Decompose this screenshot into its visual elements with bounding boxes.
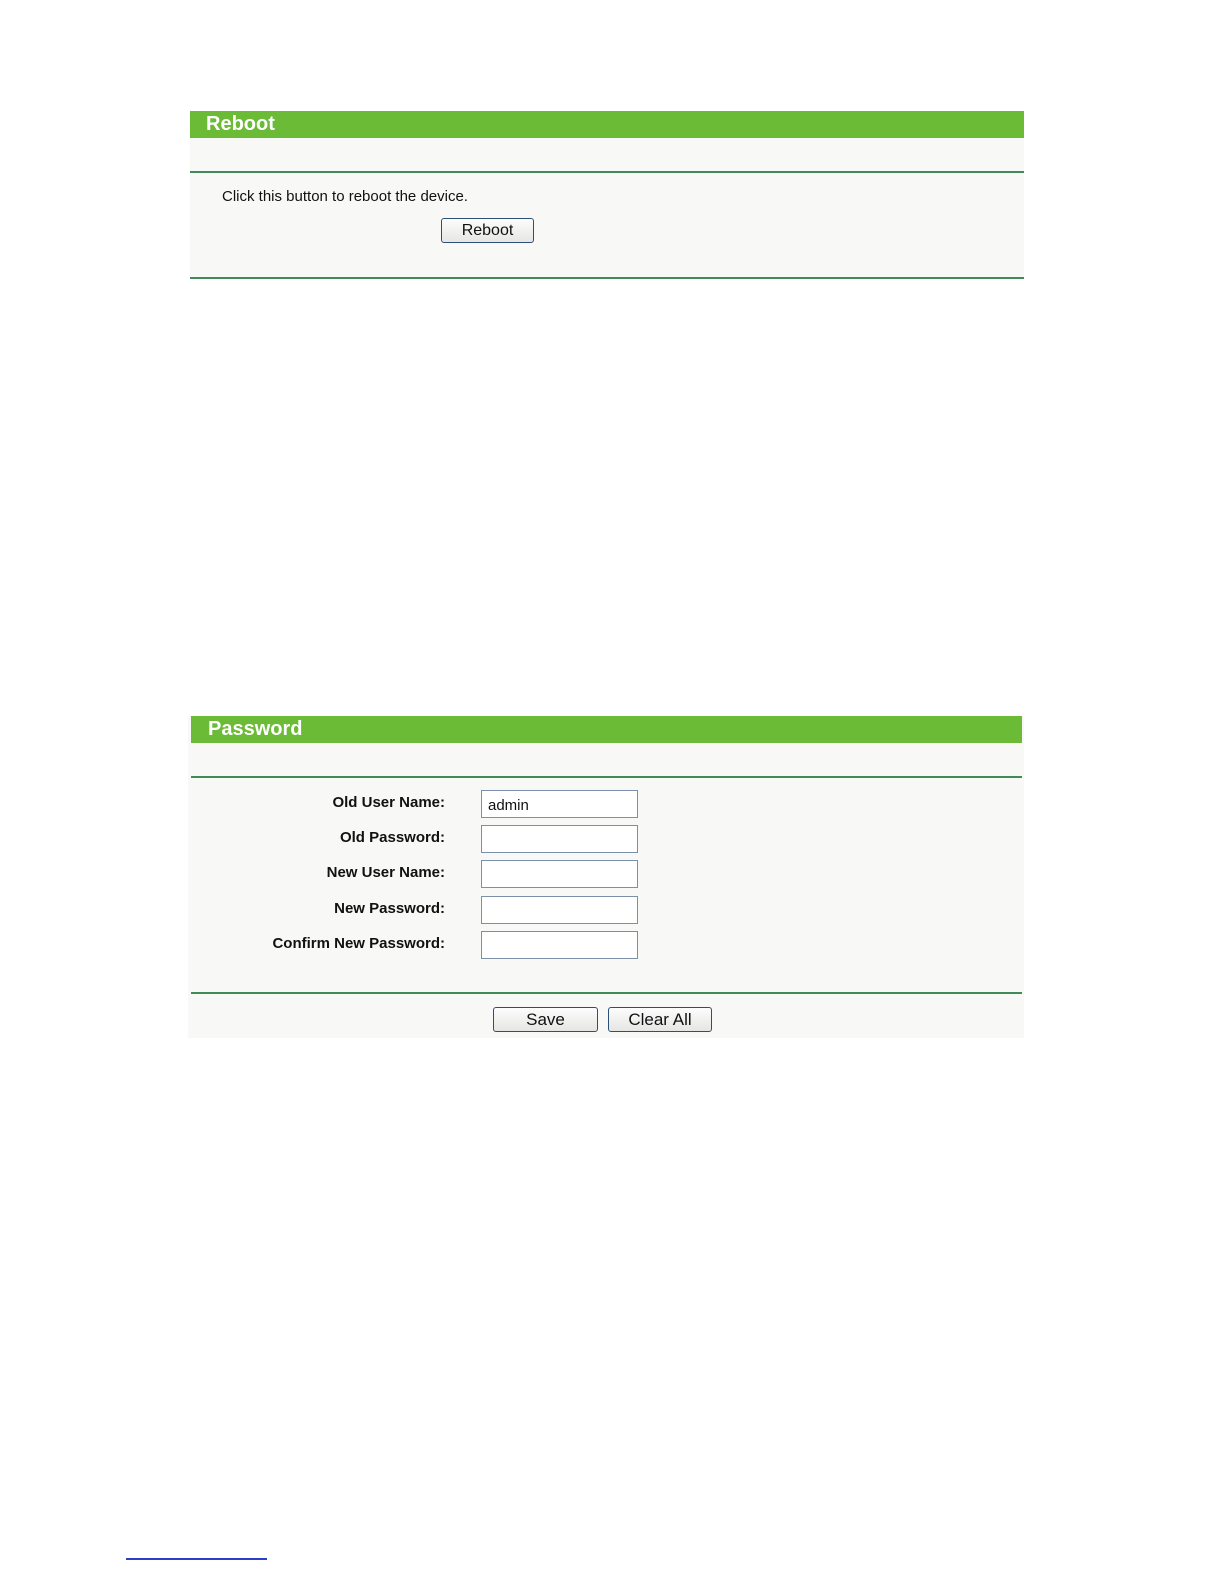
reboot-description: Click this button to reboot the device. [222,188,468,205]
reboot-button[interactable]: Reboot [441,218,534,243]
new-password-row [188,896,1024,924]
password-bottom-divider [191,992,1022,994]
old-user-name-input[interactable] [481,790,638,818]
confirm-new-password-row [188,931,1024,959]
old-user-name-row [188,790,1024,818]
reboot-top-divider [190,171,1024,173]
old-password-label: Old Password: [339,829,445,846]
confirm-new-password-input[interactable] [481,931,638,959]
new-password-input[interactable] [481,896,638,924]
password-panel-title: Password [191,716,1022,743]
password-top-divider [191,776,1022,778]
reboot-bottom-divider [190,277,1024,279]
old-password-row [188,825,1024,853]
new-password-label: New Password: [334,900,445,917]
footnote-divider [126,1558,267,1560]
reboot-panel [190,111,1024,279]
password-panel [188,716,1024,1038]
old-user-name-label: Old User Name: [332,794,445,811]
clear-all-button[interactable]: Clear All [608,1007,712,1032]
new-user-name-row [188,860,1024,888]
reboot-panel-title: Reboot [190,111,1024,138]
new-user-name-input[interactable] [481,860,638,888]
new-user-name-label: New User Name: [326,864,445,881]
confirm-new-password-label: Confirm New Password: [272,935,445,952]
save-button[interactable]: Save [493,1007,598,1032]
old-password-input[interactable] [481,825,638,853]
